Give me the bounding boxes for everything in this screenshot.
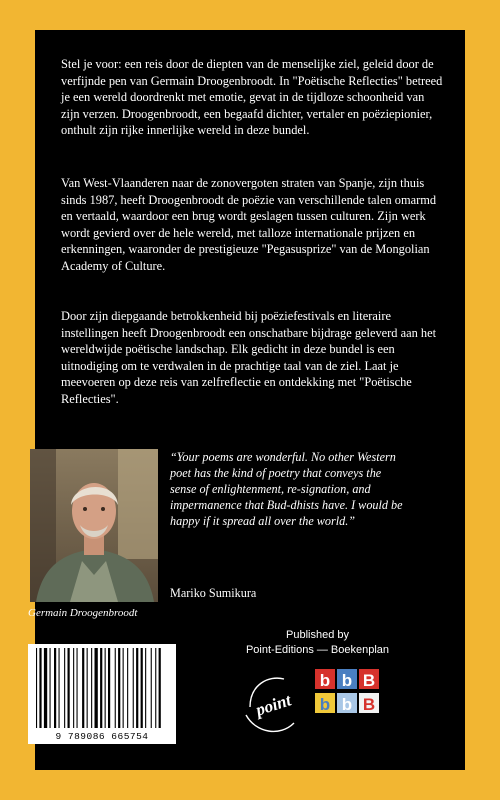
barcode-bar	[133, 648, 134, 728]
barcode-bar	[54, 648, 56, 728]
isbn-digits: 9 789086 665754	[28, 731, 176, 742]
barcode-bar	[50, 648, 51, 728]
barcode-bar	[115, 648, 116, 728]
blurb-paragraph-1: Stel je voor: een reis door de diepten van de menselijke ziel, geleid door de verfijnde pen van Germain Droogenbroodt. In "Poëtische Reflecties" betreed je een wereld doordrenkt met emotie, gevat in de tijdloze schoonheid van zijn verzen. Droogenbroodt, een begaafd dichter, vertaler en poëziepionier, onthult zijn rijke innerlijke wereld in deze bundel.	[61, 57, 443, 137]
isbn-barcode	[28, 644, 176, 744]
barcode-bar	[159, 648, 161, 728]
svg-text:b: b	[319, 695, 331, 714]
barcode-bar	[145, 648, 146, 728]
barcode-bar	[141, 648, 143, 728]
svg-text:b: b	[341, 695, 353, 714]
publisher-line-2: Point-Editions — Boekenplan	[245, 644, 390, 656]
point-editions-logo	[232, 663, 312, 743]
testimonial-quote: “Your poems are wonderful. No other Western poet has the kind of poetry that conveys the sense of enlightenment, re-signation, and impermanence that Bud-dhists have. I would be happy if it spread all over the world.”	[170, 450, 403, 528]
barcode-bar	[44, 648, 47, 728]
barcode-bar	[39, 648, 41, 728]
barcode-bar	[77, 648, 78, 728]
publisher-info	[220, 628, 415, 658]
author-photo	[30, 449, 158, 602]
barcode-bar	[118, 648, 120, 728]
barcode-bar	[105, 648, 106, 728]
barcode-bar	[108, 648, 110, 728]
barcode-bar	[136, 648, 138, 728]
barcode-bar	[87, 648, 88, 728]
barcode-bar	[127, 648, 128, 728]
barcode-bar	[95, 648, 98, 728]
photo-caption: Germain Droogenbroodt	[28, 607, 138, 619]
barcode-bar	[151, 648, 152, 728]
barcode-bar	[155, 648, 156, 728]
barcode-bar	[91, 648, 92, 728]
svg-text:B: B	[362, 671, 376, 690]
barcode-bar	[36, 648, 37, 728]
barcode-bar	[64, 648, 65, 728]
publisher-line-1: Published by	[286, 629, 349, 641]
boekenplan-logo	[313, 667, 381, 719]
barcode-bar	[100, 648, 102, 728]
barcode-bar	[73, 648, 74, 728]
svg-text:b: b	[319, 671, 331, 690]
barcode-bar	[123, 648, 124, 728]
barcode-bar	[59, 648, 60, 728]
svg-text:B: B	[362, 695, 376, 714]
point-logo-text: point	[253, 690, 294, 720]
barcode-bar	[68, 648, 70, 728]
barcode-bar	[82, 648, 84, 728]
blurb-paragraph-2: Van West-Vlaanderen naar de zonovergoten straten van Spanje, zijn thuis sinds 1987, heeft Droogenbroodt de poëzie van verschillende talen omarmd en vertaald, waardoor een brug wordt geslagen tussen culturen. Zijn werk wordt gevierd over de hele wereld, met talloze internationale prijzen en erkenningen, waaronder de prestigieuze "Pegasusprize" van de Mongolian Academy of Culture.	[61, 176, 437, 273]
svg-text:b: b	[341, 671, 353, 690]
testimonial-author: Mariko Sumikura	[170, 586, 257, 600]
blurb-paragraph-3: Door zijn diepgaande betrokkenheid bij poëziefestivals en literaire instellingen heeft Droogenbroodt een onschatbare bijdrage geleverd aan het wereldwijde poëtische landschap. Elk gedicht in deze bundel is een uitnodiging om te verdwalen in de prachtige taal van de ziel. Laat je meevoeren op deze reis van zelfreflectie en ontdekking met "Poëtische Reflecties".	[61, 309, 437, 406]
